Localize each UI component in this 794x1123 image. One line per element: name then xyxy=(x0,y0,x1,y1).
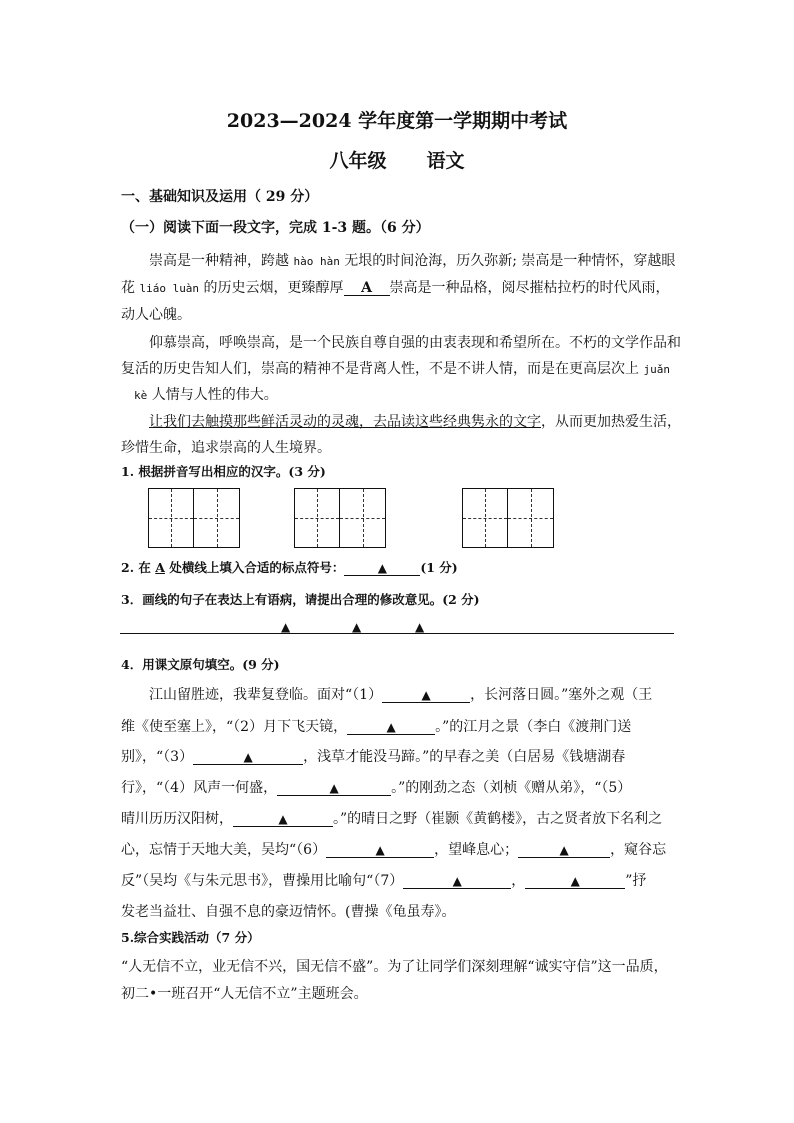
question-4: 4．用课文原句填空。(9 分) xyxy=(121,657,280,672)
answer-line[interactable] xyxy=(120,633,674,634)
passage-line: 动人心魄。 xyxy=(121,307,191,323)
fill-line: 发老当益壮、自强不息的豪迈情怀。(曹操《龟虽寿》。 xyxy=(121,904,456,920)
question-3: 3．画线的句子在表达上有语病，请提出合理的修改意见。(2 分) xyxy=(121,592,480,607)
fill-line: 反”（吴均《与朱元思书》，曹操用比喻句“（7） ▲ ， ▲ ”抒 xyxy=(121,873,647,889)
fill-line: 维《使至塞上》，“（2）月下飞天镜， ▲ 。”的江月之景（李白《渡荆门送 xyxy=(121,719,632,735)
answer-blank[interactable]: ▲ xyxy=(277,781,391,796)
answer-blank[interactable]: ▲ xyxy=(525,874,625,889)
exam-title: 2023—2024 学年度第一学期期中考试 xyxy=(226,110,568,132)
passage-line: kè 人情与人性的伟大。 xyxy=(134,387,278,403)
underlined-sentence: 让我们去触摸那些鲜活灵动的灵魂，去品读这些经典隽永的文字 xyxy=(149,414,541,430)
q5-line: “人无信不立，业无信不兴，国无信不盛”。为了让同学们深刻理解“诚实守信”这一品质， xyxy=(121,959,668,975)
answer-blank[interactable]: ▲ xyxy=(344,562,420,576)
fill-line: 晴川历历汉阳树， ▲ 。”的晴日之野（崔颢《黄鹤楼》，古之贤者放下名利之 xyxy=(121,811,663,827)
grid-cell[interactable] xyxy=(194,488,240,548)
grade-label: 八年级 xyxy=(329,150,387,172)
answer-blank[interactable]: ▲ xyxy=(326,843,434,858)
fill-line: 别》，“（3） ▲ ，浅草才能没马蹄。”的早春之美（白居易《钱塘湖春 xyxy=(121,749,626,765)
passage-line: 让我们去触摸那些鲜活灵动的灵魂，去品读这些经典隽永的文字，从而更加热爱生活， xyxy=(149,414,681,430)
answer-blank[interactable]: ▲ xyxy=(193,750,303,765)
answer-marker: ▲ xyxy=(281,620,291,634)
grid-cell[interactable] xyxy=(294,488,340,548)
writing-grid[interactable] xyxy=(148,488,240,548)
blank-a: A xyxy=(344,281,390,296)
answer-blank[interactable]: ▲ xyxy=(233,812,333,827)
grid-cell[interactable] xyxy=(508,488,554,548)
grid-cell[interactable] xyxy=(148,488,194,548)
pinyin-haohan: hào hàn xyxy=(293,255,340,268)
writing-grid[interactable] xyxy=(294,488,386,548)
answer-marker: ▲ xyxy=(352,620,362,634)
fill-line: 行》，“（4）风声一何盛， ▲ 。”的刚劲之态（刘桢《赠从弟》，“（5） xyxy=(121,780,632,796)
passage-line: 复活的历史告知人们，崇高的精神不是背离人性，不是不讲人情，而是在更高层次上 juǎn xyxy=(121,361,670,377)
subject-label: 语文 xyxy=(426,150,465,172)
answer-marker: ▲ xyxy=(415,620,425,634)
grid-cell[interactable] xyxy=(340,488,386,548)
pinyin-juanke: juǎn xyxy=(643,363,670,376)
section-heading: 一、基础知识及运用（ 29 分） xyxy=(121,189,319,205)
exam-subtitle xyxy=(0,146,794,173)
part-heading: （一）阅读下面一段文字，完成 1-3 题。（6 分） xyxy=(121,220,430,236)
question-2: 2. 在 A 处横线上填入合适的标点符号： ▲ (1 分) xyxy=(121,560,458,575)
passage-line: 花 liáo luàn 的历史云烟，更臻醇厚 A 崇高是一种品格，阅尽摧枯拉朽的时代风雨， xyxy=(121,280,670,296)
answer-blank[interactable]: ▲ xyxy=(382,688,470,703)
writing-grid[interactable] xyxy=(462,488,554,548)
passage-line: 崇高是一种精神，跨越 hào hàn 无垠的时间沧海，历久弥新; 崇高是一种情怀，穿越眼 xyxy=(149,253,676,269)
answer-blank[interactable]: ▲ xyxy=(347,720,435,735)
fill-line: 心，忘情于天地大美，吴均“（6） ▲ ，望峰息心； ▲ ，窥谷忘 xyxy=(121,842,667,858)
q5-line: 初二•一班召开“人无信不立”主题班会。 xyxy=(121,986,368,1002)
fill-line: 江山留胜迹，我辈复登临。面对“（1） ▲ ，长河落日圆。”塞外之观（王 xyxy=(149,687,653,703)
answer-blank[interactable]: ▲ xyxy=(403,874,511,889)
question-5: 5.综合实践活动（7 分） xyxy=(121,930,260,945)
grid-cell[interactable] xyxy=(462,488,508,548)
passage-line: 珍惜生命，追求崇高的人生境界。 xyxy=(121,440,331,456)
question-1: 1. 根据拼音写出相应的汉字。(3 分) xyxy=(121,464,326,479)
pinyin-liaoluan: liáo luàn xyxy=(139,282,200,295)
passage-line: 仰慕崇高，呼唤崇高，是一个民族自尊自强的由衷表现和希望所在。不朽的文学作品和 xyxy=(149,335,681,351)
answer-blank[interactable]: ▲ xyxy=(518,843,610,858)
